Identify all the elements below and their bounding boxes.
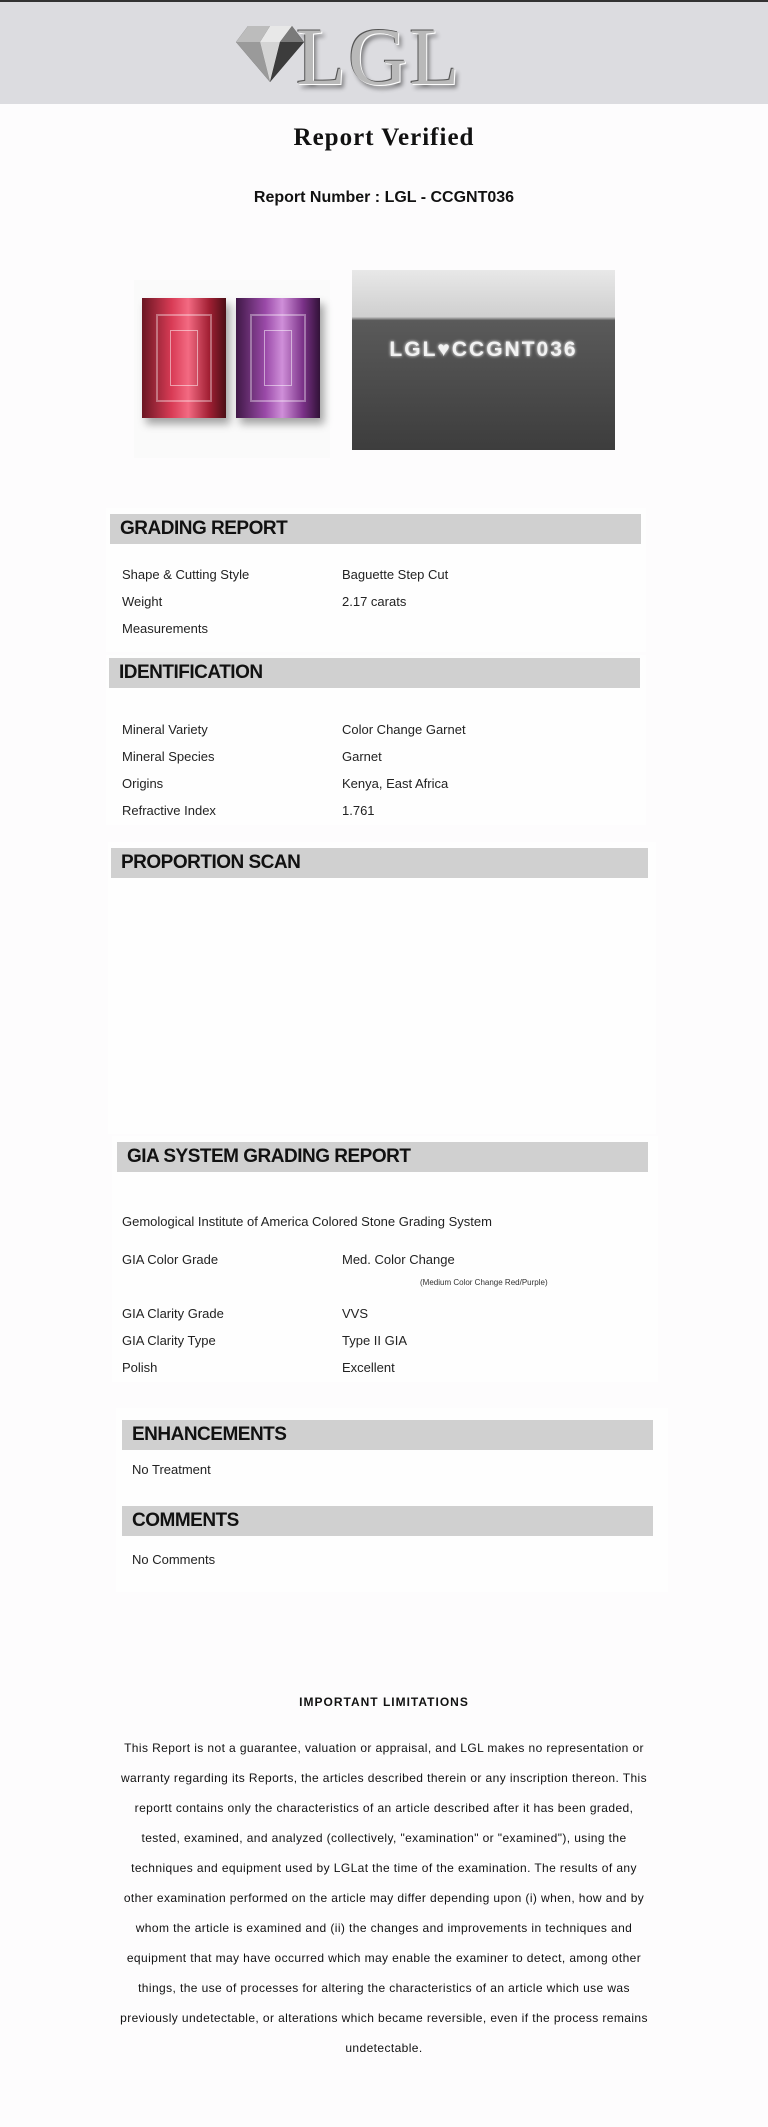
gia-report-title: GIA SYSTEM GRADING REPORT — [127, 1146, 411, 1167]
gem-purple-view — [236, 298, 320, 418]
origins-value: Kenya, East Africa — [342, 776, 449, 791]
comments-text: No Comments — [132, 1552, 216, 1567]
polish-value: Excellent — [342, 1360, 395, 1375]
logo-text: LGL — [296, 11, 462, 102]
gia-clarity-grade-value: VVS — [342, 1306, 369, 1321]
refractive-index-label: Refractive Index — [122, 803, 216, 818]
origins-label: Origins — [122, 776, 164, 791]
gia-report-header — [117, 1142, 648, 1172]
inscription-text: LGL♥CCGNT036 — [389, 338, 578, 361]
report-number: Report Number : LGL - CCGNT036 — [253, 189, 515, 206]
proportion-scan-panel — [108, 842, 656, 1134]
shape-value: Baguette Step Cut — [342, 567, 449, 582]
grading-report-title: GRADING REPORT — [120, 518, 288, 539]
weight-value: 2.17 carats — [342, 594, 407, 609]
measurements-label: Measurements — [122, 621, 208, 636]
gia-clarity-grade-label: GIA Clarity Grade — [122, 1306, 224, 1321]
mineral-species-label: Mineral Species — [122, 749, 215, 764]
limitations-title: IMPORTANT LIMITATIONS — [299, 1695, 469, 1709]
gia-color-value: Med. Color Change — [342, 1252, 455, 1267]
gia-color-label: GIA Color Grade — [122, 1252, 219, 1267]
gia-color-note: (Medium Color Change Red/Purple) — [420, 1278, 548, 1287]
refractive-index-value: 1.761 — [342, 803, 375, 818]
gem-red-view — [142, 298, 226, 418]
mineral-species-value: Garnet — [342, 749, 382, 764]
shape-label: Shape & Cutting Style — [122, 567, 250, 582]
header-banner — [0, 0, 768, 104]
mineral-variety-value: Color Change Garnet — [342, 722, 466, 737]
page-title: Report Verified — [293, 124, 475, 151]
lgl-logo — [234, 11, 490, 102]
mineral-variety-label: Mineral Variety — [122, 722, 208, 737]
polish-label: Polish — [122, 1360, 158, 1375]
identification-title: IDENTIFICATION — [119, 662, 263, 683]
weight-label: Weight — [122, 594, 163, 609]
limitations-text: This Report is not a guarantee, valuation or appraisal, and LGL makes no representation or warranty regarding its Reports, the articles described therein or any inscription thereon. This reportt contains only the characteristics of an article described after it has been graded, tested, examined, and analyzed (collectively, "examination" or "examined"), using the techniques and equipment used by LGLat the time of the examination. The results of any other examination performed on the article may differ depending upon (i) when, how and by whom the article is examined and (ii) the changes and improvements in techniques and equipment that may have occurred which may enable the examiner to detect, among other things, the use of processes for altering the characteristics of an article which use was previously undetectable, or alterations which became reversible, even if the process remains undetectable. — [120, 1741, 648, 2055]
proportion-scan-header — [111, 848, 648, 878]
proportion-scan-title: PROPORTION SCAN — [121, 852, 301, 873]
enhancements-text: No Treatment — [132, 1462, 211, 1477]
grading-report-header — [110, 514, 641, 544]
enhancements-title: ENHANCEMENTS — [132, 1424, 287, 1445]
gia-clarity-type-value: Type II GIA — [342, 1333, 408, 1348]
inscription-photo — [352, 270, 615, 450]
gia-clarity-type-label: GIA Clarity Type — [122, 1333, 216, 1348]
identification-header — [109, 658, 640, 688]
comments-title: COMMENTS — [132, 1510, 239, 1531]
gemstone-photo — [134, 280, 330, 458]
enhancements-header — [122, 1420, 653, 1450]
gia-system-text: Gemological Institute of America Colored Stone Grading System — [122, 1214, 492, 1229]
comments-header — [122, 1506, 653, 1536]
